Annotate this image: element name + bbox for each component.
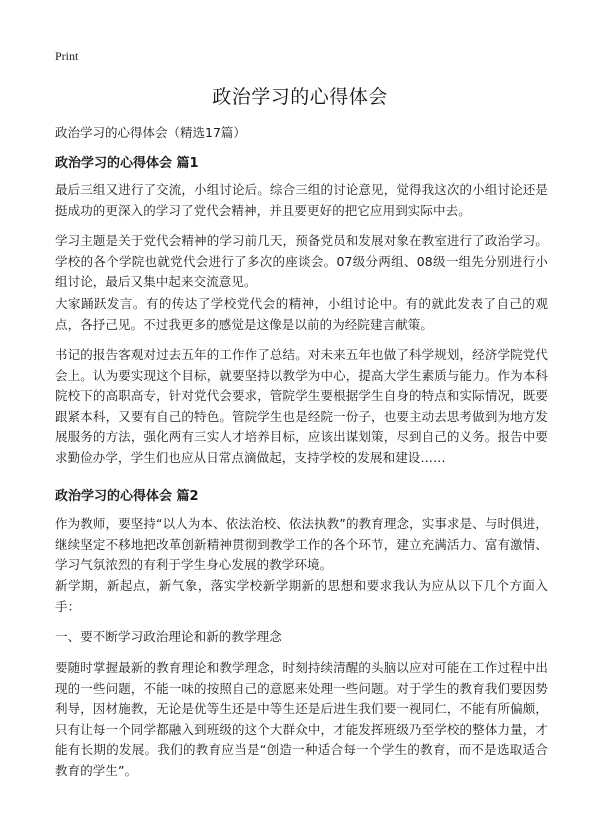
section-2-paragraph-2: 新学期，新起点，新气象，落实学校新学期新的思想和要求我认为应从以下几个方面入手： bbox=[55, 578, 548, 614]
section-2-paragraph-1: 作为教师，要坚持“以人为本、依法治校、依法执教”的教育理念，实事求是、与时俱进，继续坚定不移地把改革创新精神贯彻到教学工作的各个环节，建立充满活力、富有激情、学习气氛浓烈的有利于学生身心发展的教学环境。 bbox=[55, 516, 548, 572]
section-2-subheading: 一、要不断学习政治理论和新的教学理念 bbox=[55, 629, 282, 644]
section-heading-1: 政治学习的心得体会 篇1 bbox=[55, 156, 199, 171]
section-1-paragraph-3: 大家踊跃发言。有的传达了学校党代会的精神，小组讨论中。有的就此发表了自己的观点，各抒己见。不过我更多的感觉是这像是以前的为经院建言献策。 bbox=[55, 296, 548, 332]
section-heading-2: 政治学习的心得体会 篇2 bbox=[55, 489, 199, 504]
print-link[interactable]: Print bbox=[55, 49, 79, 63]
document-subtitle: 政治学习的心得体会（精选17篇） bbox=[55, 125, 246, 140]
section-2-paragraph-3: 要随时掌握最新的教育理论和教学理念，时刻持续清醒的头脑以应对可能在工作过程中出现的一些问题，不能一味的按照自己的意愿来处理一些问题。对于学生的教育我们要因势利导，因材施教，无论是优等生还是中等生还是后进生我们要一视同仁，不能有所偏颇，只有让每一个同学都融入到班级的这个大群众中，才能发挥班级乃至学校的整体力量，才能有长期的发展。我们的教育应当是“创造一种适合每一个学生的教育，而不是选取适合教育的学生”。 bbox=[55, 660, 548, 778]
section-1-paragraph-4: 书记的报告客观对过去五年的工作作了总结。对未来五年也做了科学规划，经济学院党代会上。认为要实现这个目标，就要坚持以教学为中心，提高大学生素质与能力。作为本科院校下的高职高专，针对党代会要求，管院学生要根据学生自身的特点和实际情况，既要跟紧本科，又要有自己的特色。管院学生也是经院一份子，也要主动去思考做到为地方发展服务的方法，强化两有三实人才培养目标，应该出谋划策，尽到自己的义务。报告中要求勤俭办学，学生们也应从日常点滴做起，支持学校的发展和建设…… bbox=[55, 347, 548, 465]
section-1-paragraph-1: 最后三组又进行了交流，小组讨论后。综合三组的讨论意见，觉得我这次的小组讨论还是挺成功的更深入的学习了党代会精神，并且要更好的把它应用到实际中去。 bbox=[55, 182, 548, 218]
page-title: 政治学习的心得体会 bbox=[212, 86, 388, 108]
section-1-paragraph-2: 学习主题是关于党代会精神的学习前几天，预备党员和发展对象在教室进行了政治学习。学校的各个学院也就党代会进行了多次的座谈会。07级分两组、08级一组先分别进行小组讨论，最后又集中起来交流意见。 bbox=[55, 233, 548, 289]
